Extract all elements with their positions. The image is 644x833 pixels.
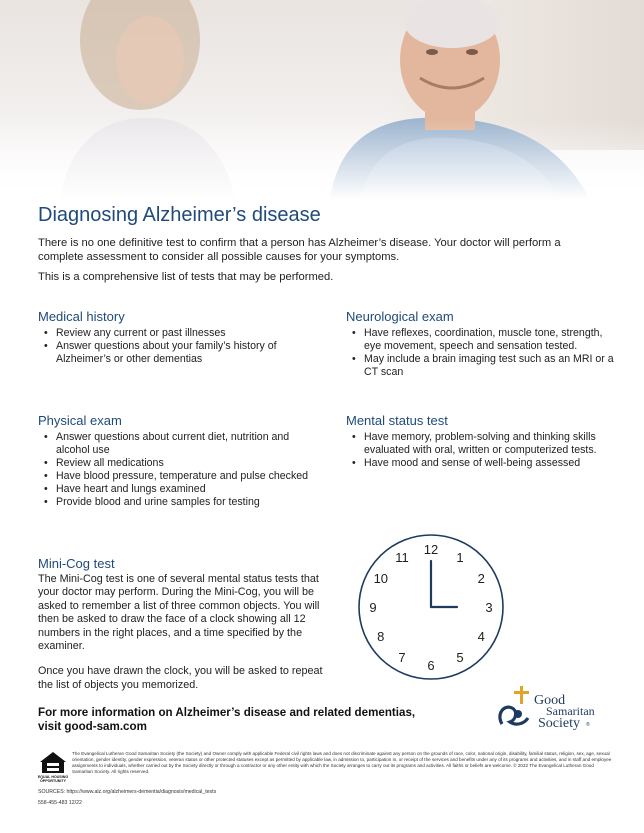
clock-number: 5 bbox=[456, 650, 464, 666]
clock-number: 12 bbox=[423, 542, 439, 557]
clock-number: 11 bbox=[395, 549, 409, 565]
clock-number: 6 bbox=[427, 658, 435, 673]
clock-number: 4 bbox=[477, 629, 485, 644]
clock-number: 3 bbox=[485, 600, 493, 615]
list-item: • Review any current or past illnesses bbox=[56, 327, 318, 340]
list-item: • Review all medications bbox=[56, 457, 318, 470]
document-code: 558-455-483 12/22 bbox=[38, 800, 82, 806]
mini-cog-section bbox=[38, 556, 338, 704]
list-item: • Have reflexes, coordination, muscle tone, strength, eye movement, speech and sensation tested. bbox=[364, 327, 616, 353]
section-heading: Medical history bbox=[38, 309, 125, 324]
sources-text: SOURCES: https://www.alz.org/alzheimers-dementia/diagnosis/medical_tests bbox=[38, 789, 217, 795]
list-item: • Have blood pressure, temperature and pulse checked bbox=[56, 470, 318, 483]
hero-photo bbox=[0, 0, 644, 200]
list-item: • Answer questions about your family’s history of Alzheimer’s or other dementias bbox=[56, 340, 318, 366]
list-item: • Provide blood and urine samples for testing bbox=[56, 496, 318, 509]
clock-number: 2 bbox=[477, 571, 485, 586]
registered-mark: ® bbox=[586, 722, 590, 728]
clock-number: 1 bbox=[456, 549, 464, 565]
list-item: • Have mood and sense of well-being assessed bbox=[364, 457, 616, 470]
logo-text-samaritan: Samaritan bbox=[546, 704, 595, 718]
intro-text: There is no one definitive test to confirm that a person has Alzheimer’s disease. Your doctor will perform a complete assessment to consider all possible causes for your symptoms. bbox=[38, 237, 561, 263]
list-item: • Answer questions about current diet, nutrition and alcohol use bbox=[56, 431, 318, 457]
clock-face-icon bbox=[356, 532, 506, 682]
equal-housing-text: EQUAL HOUSING bbox=[38, 775, 68, 779]
clock-number: 8 bbox=[377, 629, 385, 644]
section-heading: Mental status test bbox=[346, 413, 448, 428]
neurological-exam-section bbox=[346, 309, 616, 379]
equal-housing-icon bbox=[38, 751, 68, 783]
mini-cog-paragraph: Once you have drawn the clock, you will be asked to repeat the list of objects you memorized. bbox=[38, 665, 323, 691]
section-heading: Mini-Cog test bbox=[38, 556, 115, 571]
mini-cog-paragraph: The Mini-Cog test is one of several mental status tests that your doctor may perform. During the Mini-Cog, you will be asked to remember a list of three common objects. You will then be asked to draw the face of a clock showing all 12 numbers in the right places, and a time specified by the examiner. bbox=[38, 573, 320, 653]
section-heading: Neurological exam bbox=[346, 309, 454, 324]
logo-text-good: Good bbox=[534, 693, 566, 708]
more-info-text: For more information on Alzheimer’s disease and related dementias, visit good-sam.com bbox=[38, 706, 416, 733]
list-item: • Have heart and lungs examined bbox=[56, 483, 318, 496]
list-item: • May include a brain imaging test such as an MRI or a CT scan bbox=[364, 353, 616, 379]
good-samaritan-logo bbox=[494, 684, 614, 734]
bullet-list bbox=[38, 327, 318, 366]
legal-disclaimer: The Evangelical Lutheran Good Samaritan Society (the Society) and Owner comply with applicable Federal civil rights laws and does not discriminate against any person on the grounds of race, color, national origin, disability, familial status, religion, sex, age, sexual orientation, gender identity, gender expression, veteran status or other protected statuses except as permitted by applicable law, in admission to, participation in, or receipt of the services and benefits under any of its programs and activities, and in staff and employee assignments to individuals, whether carried out by the Society directly or through a contractor or any other entity with which the Society arranges to carry out its programs and activities. All faiths or beliefs are welcome. © 2022 The Evangelical Lutheran Good Samaritan Society. All rights reserved. bbox=[72, 751, 612, 774]
list-item: • Have memory, problem-solving and thinking skills evaluated with oral, written or computerized tests. bbox=[364, 431, 616, 457]
equal-housing-text: OPPORTUNITY bbox=[40, 779, 66, 783]
clock-number: 10 bbox=[373, 571, 389, 586]
section-heading: Physical exam bbox=[38, 413, 122, 428]
medical-history-section bbox=[38, 309, 318, 366]
clock-number: 7 bbox=[398, 650, 406, 666]
bullet-list bbox=[346, 431, 616, 470]
bullet-list bbox=[346, 327, 616, 379]
physical-exam-section bbox=[38, 413, 318, 509]
logo-text-society: Society bbox=[538, 716, 580, 731]
bullet-list bbox=[38, 431, 318, 509]
mental-status-section bbox=[346, 413, 616, 470]
clock-number: 9 bbox=[369, 600, 377, 615]
intro-list-text: This is a comprehensive list of tests that may be performed. bbox=[38, 271, 334, 283]
page-title: Diagnosing Alzheimer’s disease bbox=[38, 204, 321, 226]
